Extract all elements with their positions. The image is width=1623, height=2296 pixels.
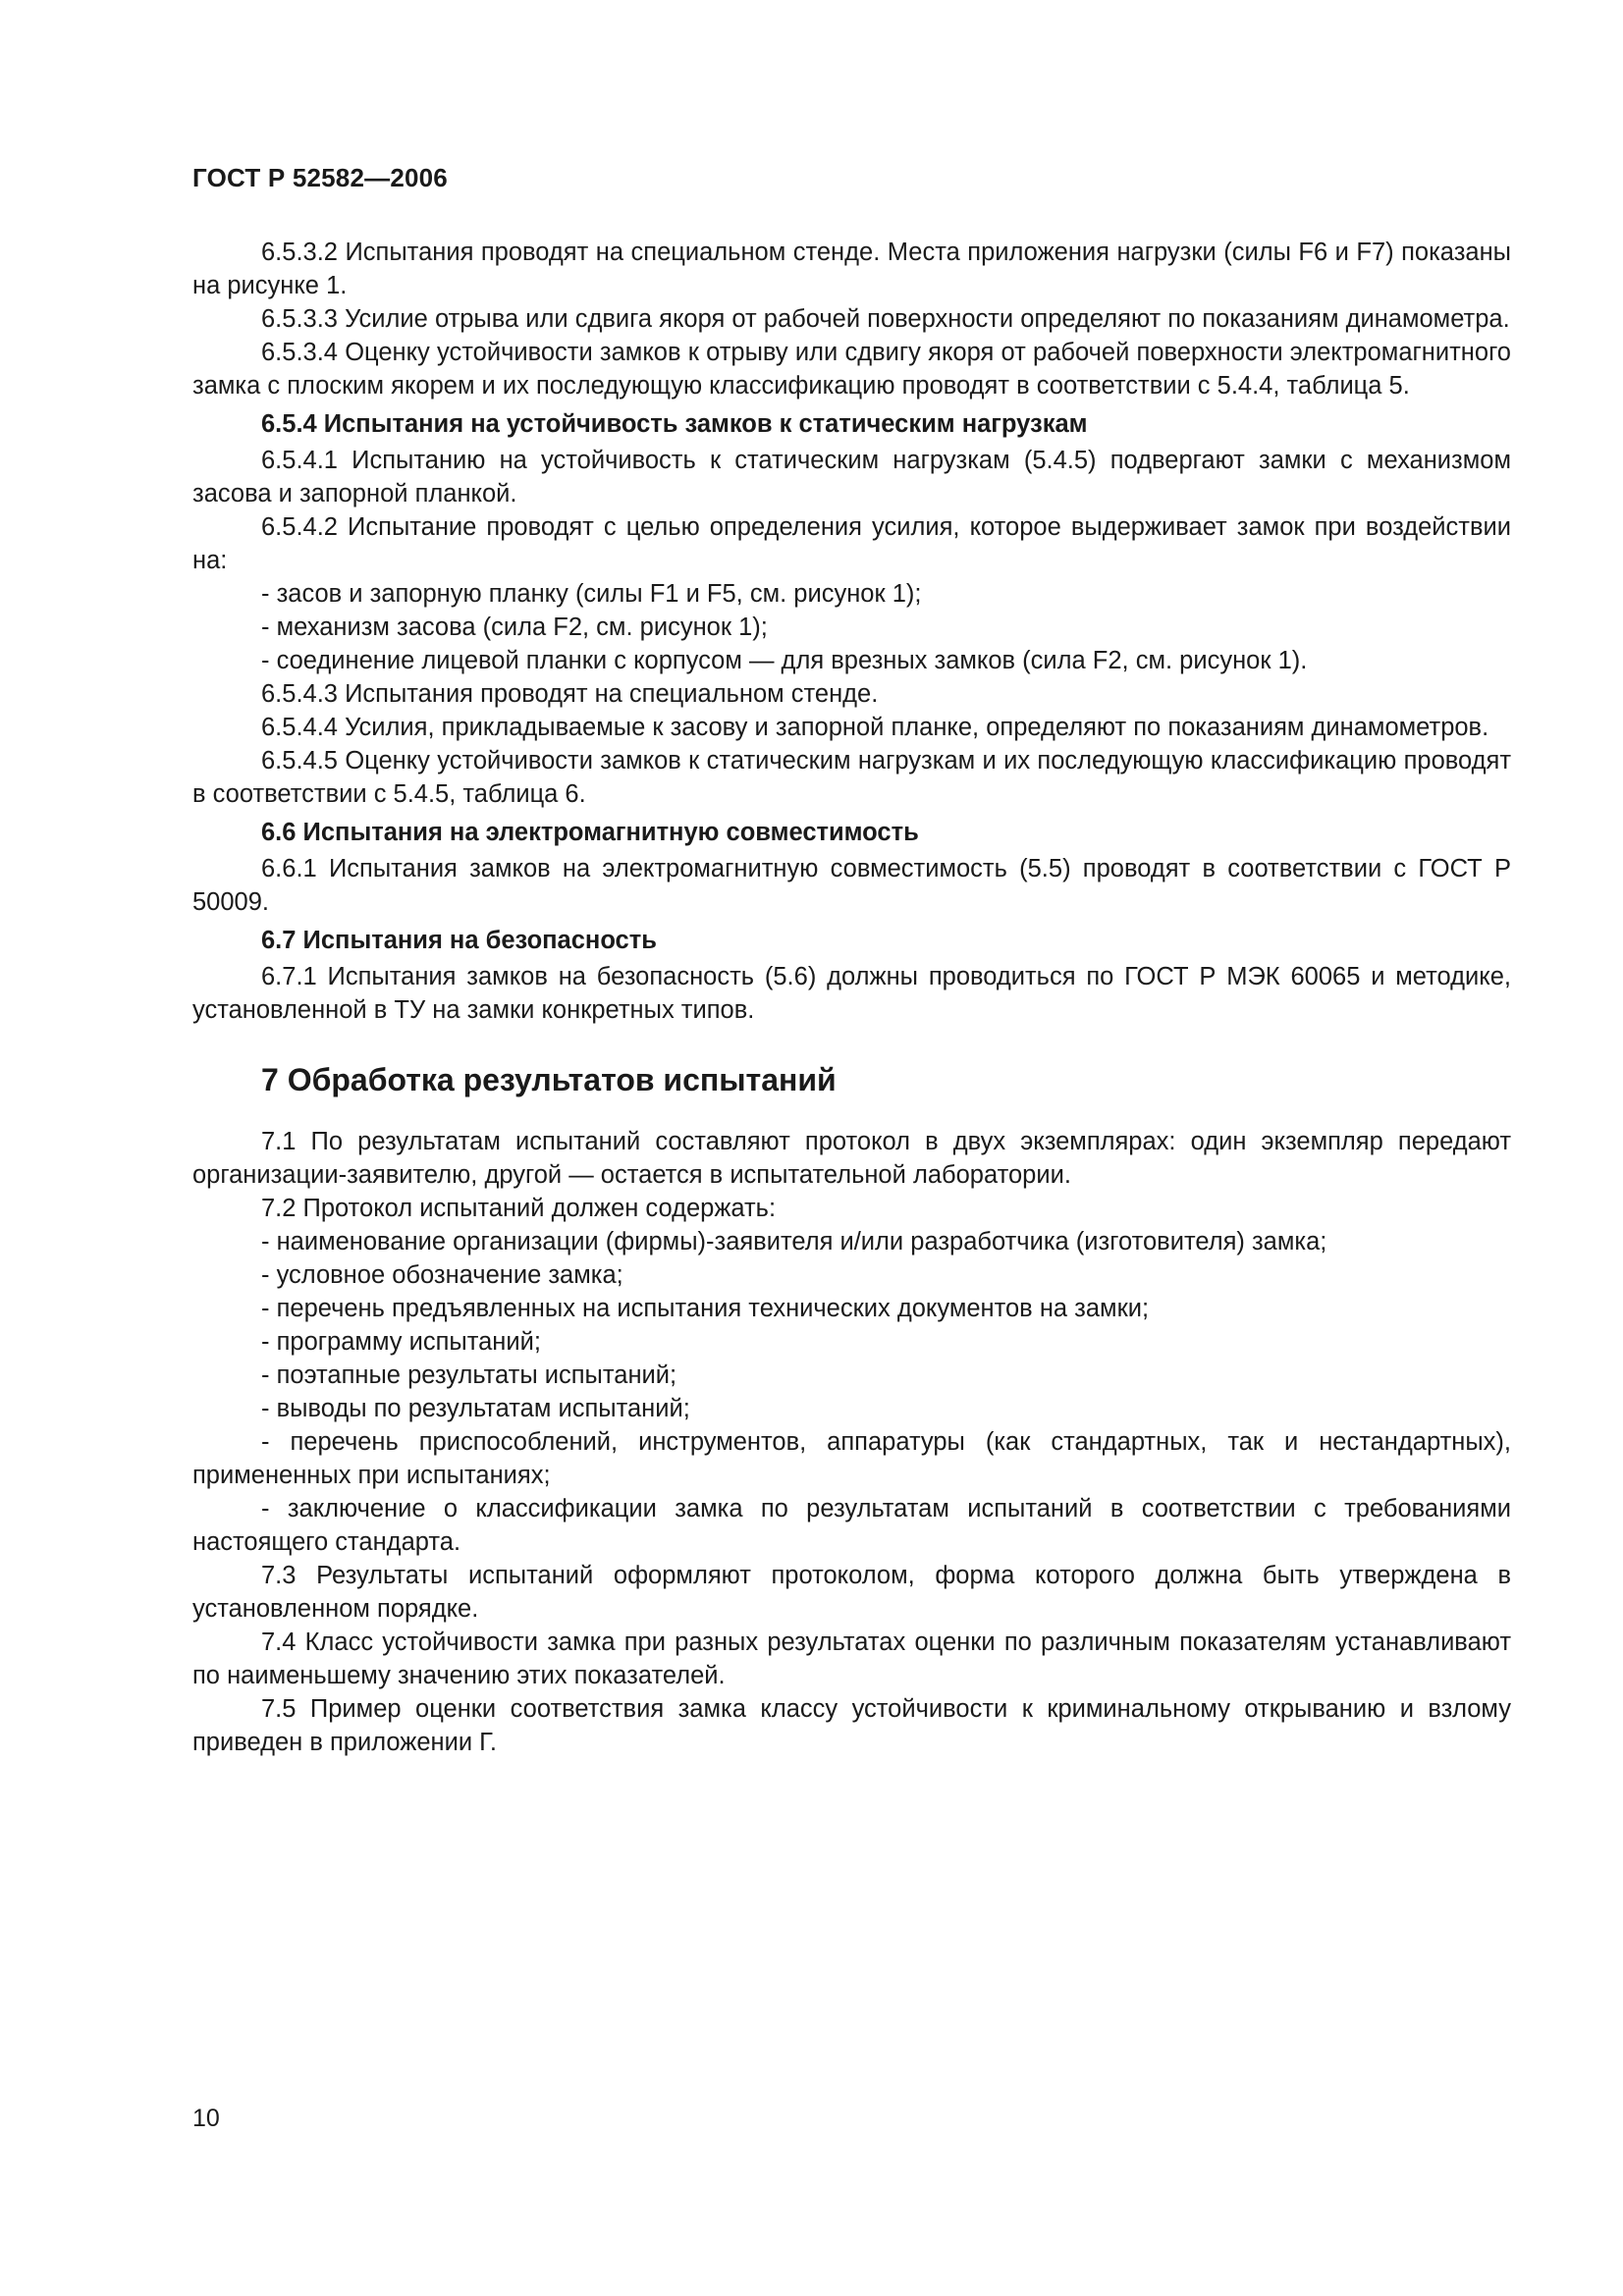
list-item: - условное обозначение замка; <box>261 1261 623 1289</box>
list-item: - засов и запорную планку (силы F1 и F5, см. рисунок 1); <box>261 580 922 608</box>
paragraph-7-4: 7.4 Класс устойчивости замка при разных результатах оценки по различным показателям устанавливают по наименьшему значению этих показателей. <box>192 1629 1511 1689</box>
paragraph-6-6-1: 6.6.1 Испытания замков на электромагнитную совместимость (5.5) проводят в соответствии с ГОСТ Р 50009. <box>192 855 1511 916</box>
heading-6-6: 6.6 Испытания на электромагнитную совместимость <box>261 819 919 846</box>
list-item: - наименование организации (фирмы)-заявителя и/или разработчика (изготовителя) замка; <box>261 1228 1327 1255</box>
heading-6-7: 6.7 Испытания на безопасность <box>261 927 657 954</box>
list-item: - поэтапные результаты испытаний; <box>261 1362 677 1389</box>
paragraph-7-1: 7.1 По результатам испытаний составляют протокол в двух экземплярах: один экземпляр передают организации-заявителю, другой — остается в испытательной лаборатории. <box>192 1128 1511 1189</box>
paragraph-6-5-4-1: 6.5.4.1 Испытанию на устойчивость к статическим нагрузкам (5.4.5) подвергают замки с механизмом засова и запорной планкой. <box>192 447 1511 507</box>
section-7-title: 7 Обработка результатов испытаний <box>261 1062 837 1097</box>
paragraph-7-5: 7.5 Пример оценки соответствия замка классу устойчивости к криминальному открыванию и взлому приведен в приложении Г. <box>192 1695 1511 1756</box>
list-item: - соединение лицевой планки с корпусом — для врезных замков (сила F2, см. рисунок 1). <box>261 647 1308 674</box>
paragraph-6-5-4-3: 6.5.4.3 Испытания проводят на специальном стенде. <box>261 680 879 708</box>
paragraph-6-5-3-4: 6.5.3.4 Оценку устойчивости замков к отрыву или сдвигу якоря от рабочей поверхности электромагнитного замка с плоским якорем и их последующую классификацию проводят в соответствии с 5.4.4, таблица 5. <box>192 339 1511 400</box>
paragraph-7-2: 7.2 Протокол испытаний должен содержать: <box>261 1195 777 1222</box>
paragraph-6-5-4-2: 6.5.4.2 Испытание проводят с целью определения усилия, которое выдерживает замок при воздействии на: <box>192 513 1511 574</box>
paragraph-6-7-1: 6.7.1 Испытания замков на безопасность (5.6) должны проводиться по ГОСТ Р МЭК 60065 и методике, установленной в ТУ на замки конкретных типов. <box>192 963 1511 1024</box>
paragraph-6-5-3-2: 6.5.3.2 Испытания проводят на специальном стенде. Места приложения нагрузки (силы F6 и F7) показаны на рисунке 1. <box>192 239 1511 299</box>
list-item: - программу испытаний; <box>261 1328 541 1356</box>
heading-6-5-4: 6.5.4 Испытания на устойчивость замков к статическим нагрузкам <box>261 410 1088 438</box>
list-item: - заключение о классификации замка по результатам испытаний в соответствии с требованиями настоящего стандарта. <box>192 1495 1511 1556</box>
paragraph-6-5-4-4: 6.5.4.4 Усилия, прикладываемые к засову и запорной планке, определяют по показаниям динамометров. <box>261 714 1489 741</box>
list-item: - механизм засова (сила F2, см. рисунок 1); <box>261 614 768 641</box>
list-item: - выводы по результатам испытаний; <box>261 1395 690 1422</box>
paragraph-7-3: 7.3 Результаты испытаний оформляют протоколом, форма которого должна быть утверждена в установленном порядке. <box>192 1562 1511 1623</box>
paragraph-6-5-3-3: 6.5.3.3 Усилие отрыва или сдвига якоря от рабочей поверхности определяют по показаниям динамометра. <box>261 305 1510 333</box>
page-number: 10 <box>192 2105 220 2132</box>
list-item: - перечень предъявленных на испытания технических документов на замки; <box>261 1295 1150 1322</box>
document-body <box>192 236 1511 1759</box>
list-item: - перечень приспособлений, инструментов, аппаратуры (как стандартных, так и нестандартных), примененных при испытаниях; <box>192 1428 1511 1489</box>
paragraph-6-5-4-5: 6.5.4.5 Оценку устойчивости замков к статическим нагрузкам и их последующую классификацию проводят в соответствии с 5.4.5, таблица 6. <box>192 747 1511 808</box>
doc-header: ГОСТ Р 52582—2006 <box>192 163 448 192</box>
